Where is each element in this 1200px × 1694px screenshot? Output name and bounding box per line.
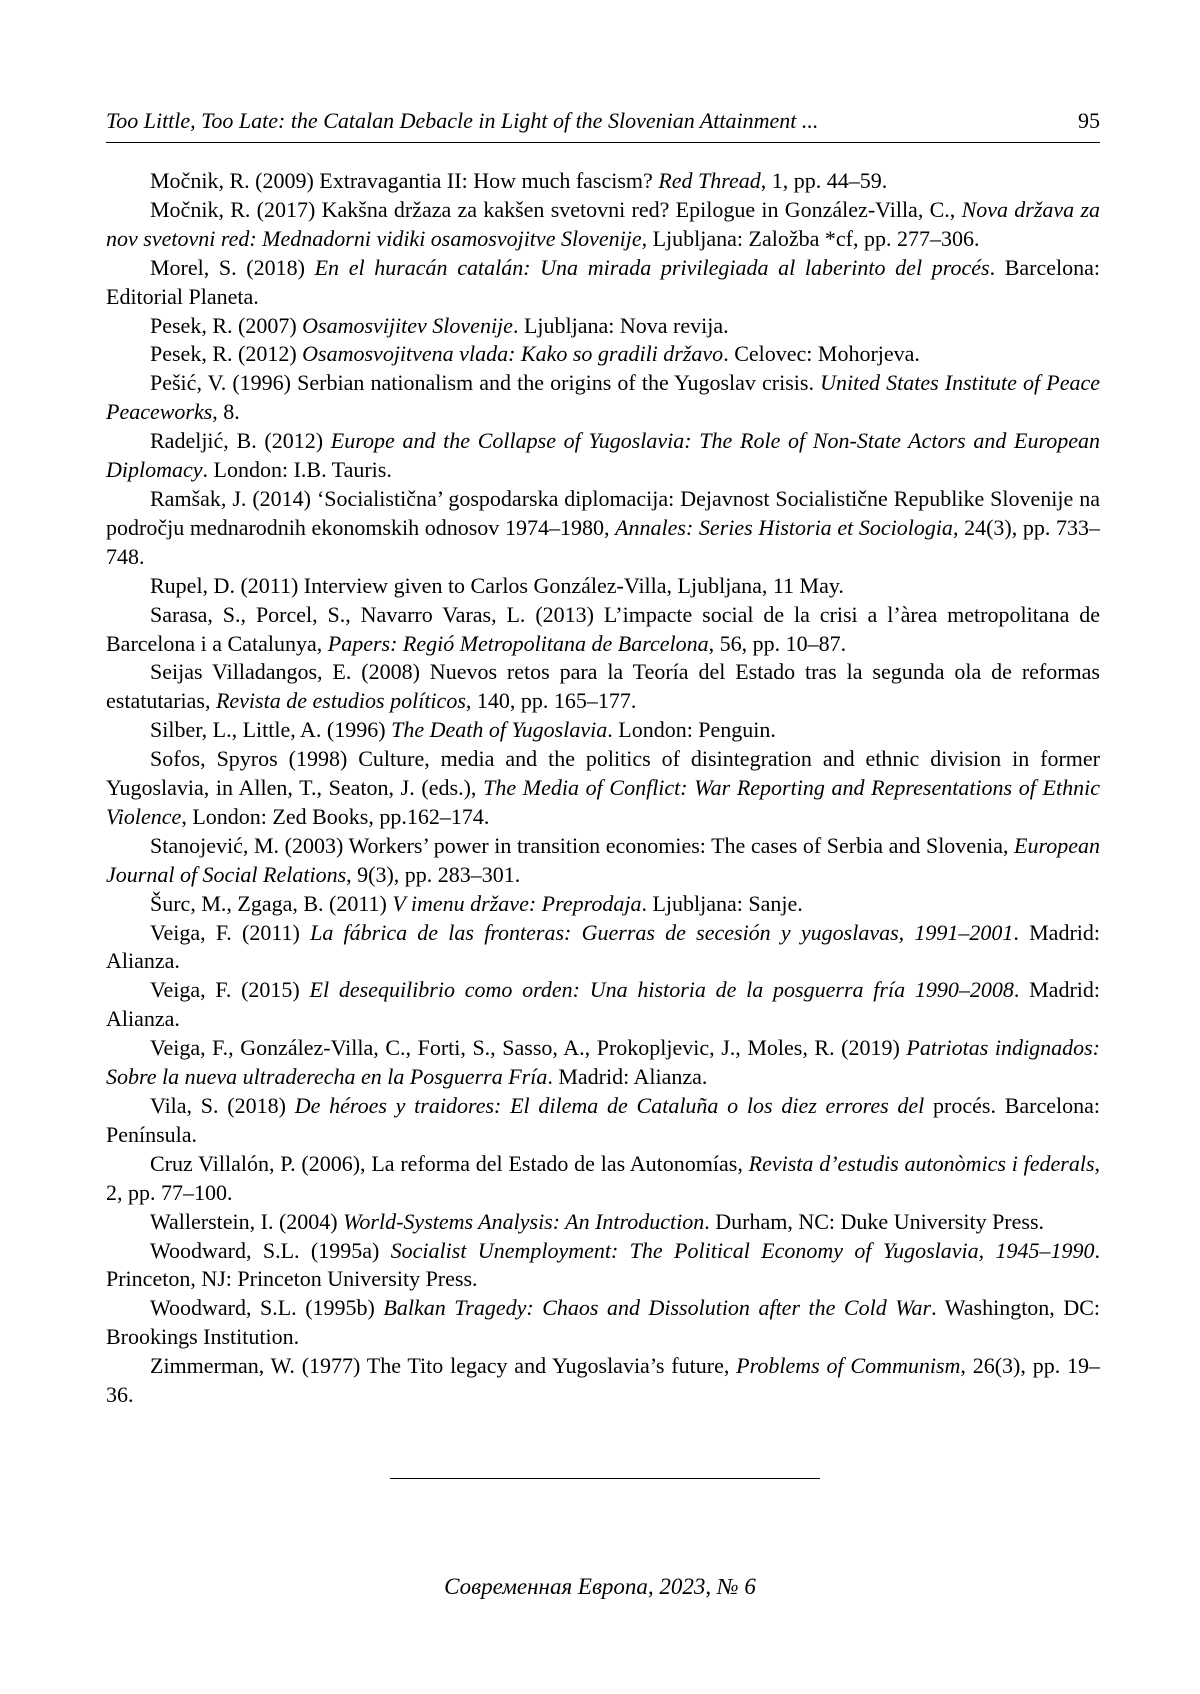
reference-text: . Madrid: Alianza. xyxy=(106,977,1100,1032)
reference-text: . Durham, NC: Duke University Press. xyxy=(704,1208,1045,1234)
reference-entry xyxy=(106,572,1100,601)
reference-entry xyxy=(106,485,1100,572)
reference-text: , 2, pp. 77–100. xyxy=(106,1150,1101,1205)
reference-entry xyxy=(106,1208,1100,1237)
reference-italic-title: Nova država za nov svetovni red: Mednadorni vidiki osamosvojitve Slovenije xyxy=(106,196,1101,251)
reference-text: Ramšak, J. (2014) ‘Socialistična’ gospodarska diplomacija: Dejavnost Socialistične Republike Slovenije na področju mednarodnih ekonomskih odnosov 1974–1980, xyxy=(106,485,1100,540)
reference-text: Stanojević, M. (2003) Workers’ power in transition economies: The cases of Serbia and Slovenia, xyxy=(150,832,1015,858)
reference-italic-title: The Death of Yugoslavia xyxy=(391,717,608,743)
reference-text: , 9(3), pp. 283–301. xyxy=(346,861,521,887)
reference-text: , 56, pp. 10–87. xyxy=(708,630,847,656)
reference-italic-title: The Media of Conflict: War Reporting and Representations of Ethnic Violence xyxy=(106,775,1100,829)
reference-entry xyxy=(106,1352,1100,1410)
reference-entry xyxy=(106,196,1100,254)
reference-text: . Ljubljana: Sanje. xyxy=(641,890,803,916)
reference-italic-title: World-Systems Analysis: An Introduction xyxy=(343,1208,705,1234)
journal-footer: Современная Европа, 2023, № 6 xyxy=(444,1574,756,1599)
reference-text: , Ljubljana: Založba *cf, pp. 277–306. xyxy=(641,225,980,251)
reference-entry xyxy=(106,254,1100,312)
reference-text: Wallerstein, I. (2004) xyxy=(150,1208,344,1234)
reference-italic-title: El desequilibrio como orden: Una historia de la posguerra fría 1990–2008 xyxy=(309,977,1014,1003)
reference-text: Zimmerman, W. (1977) The Tito legacy and Yugoslavia’s future, xyxy=(150,1353,737,1379)
reference-entry xyxy=(106,658,1100,716)
reference-italic-title: Balkan Tragedy: Chaos and Dissolution after the Cold War xyxy=(383,1295,932,1321)
reference-entry xyxy=(106,369,1100,427)
reference-text: Silber, L., Little, A. (1996) xyxy=(150,717,392,743)
reference-italic-title: De héroes y traidores: El dilema de Cataluña o los diez errores del xyxy=(294,1093,925,1118)
reference-italic-title: Socialist Unemployment: The Political Economy of Yugoslavia, 1945–1990 xyxy=(390,1237,1095,1263)
reference-entry xyxy=(106,1150,1100,1208)
reference-entry xyxy=(106,832,1100,890)
reference-text: Cruz Villalón, P. (2006), La reforma del Estado de las Autonomías, xyxy=(150,1150,749,1176)
reference-italic-title: Red Thread xyxy=(658,168,761,193)
reference-text: Pešić, V. (1996) Serbian nationalism and the origins of the Yugoslav crisis. xyxy=(150,370,821,396)
reference-text: , London: Zed Books, pp.162–174. xyxy=(181,803,490,829)
reference-text: . Madrid: Alianza. xyxy=(547,1064,708,1090)
reference-text: , 1, pp. 44–59. xyxy=(760,168,888,193)
reference-italic-title: En el huracán catalán: Una mirada privilegiada al laberinto del procés xyxy=(314,254,990,280)
reference-entry xyxy=(106,1237,1100,1295)
reference-text: Veiga, F. (2015) xyxy=(150,977,310,1003)
reference-text: . London: Penguin. xyxy=(607,717,776,743)
reference-entry xyxy=(106,745,1100,832)
reference-text: Radeljić, B. (2012) xyxy=(150,428,331,454)
reference-text: , 24(3), pp. 733–748. xyxy=(106,514,1100,569)
reference-italic-title: Revista d’estudis autonòmics i federals xyxy=(748,1150,1095,1176)
reference-italic-title: Problems of Communism xyxy=(736,1353,961,1379)
page-number: 95 xyxy=(1078,108,1100,133)
reference-text: Šurc, M., Zgaga, B. (2011) xyxy=(150,890,393,916)
reference-text: . Barcelona: Editorial Planeta. xyxy=(106,254,1100,309)
reference-text: Močnik, R. (2009) Extravagantia II: How much fascism? xyxy=(150,168,659,193)
reference-entry xyxy=(106,1294,1100,1352)
reference-text: , 26(3), pp. 19–36. xyxy=(106,1353,1101,1408)
reference-text: Močnik, R. (2017) Kakšna držaza za kakšen svetovni red? Epilogue in González-Villa, C., xyxy=(150,196,962,222)
reference-italic-title: European Journal of Social Relations xyxy=(106,832,1100,887)
reference-text: . Celovec: Mohorjeva. xyxy=(723,341,920,367)
reference-text: Rupel, D. (2011) Interview given to Carlos González-Villa, Ljubljana, 11 May. xyxy=(150,572,844,598)
reference-text: Veiga, F., González-Villa, C., Forti, S., Sasso, A., Prokopljevic, J., Moles, R. (2019) xyxy=(150,1035,907,1061)
reference-text: Morel, S. (2018) xyxy=(150,254,315,280)
reference-text: . London: I.B. Tauris. xyxy=(202,457,392,483)
running-title: Too Little, Too Late: the Catalan Debacle in Light of the Slovenian Attainment ... xyxy=(106,108,819,133)
reference-italic-title: La fábrica de las fronteras: Guerras de secesión y yugoslavas, 1991–2001 xyxy=(310,919,1014,945)
reference-text: Woodward, S.L. (1995a) xyxy=(150,1237,391,1263)
reference-italic-title: Osamosvijitev Slovenije xyxy=(302,312,513,338)
reference-italic-title: Revista de estudios políticos xyxy=(215,688,466,714)
reference-italic-title: Papers: Regió Metropolitana de Barcelona xyxy=(327,630,709,656)
reference-entry xyxy=(106,427,1100,485)
reference-list xyxy=(106,167,1100,1410)
reference-entry xyxy=(106,976,1100,1034)
reference-text: . Madrid: Alianza. xyxy=(106,919,1100,974)
reference-text: . Washington, DC: Brookings Institution. xyxy=(106,1295,1101,1350)
reference-italic-title: Patriotas indignados: Sobre la nueva ultraderecha en la Posguerra Fría xyxy=(106,1035,1100,1090)
reference-italic-title: Europe and the Collapse of Yugoslavia: The Role of Non-State Actors and European Diplomacy xyxy=(106,428,1100,483)
reference-entry xyxy=(106,1092,1100,1150)
reference-text: Sarasa, S., Porcel, S., Navarro Varas, L. (2013) L’impacte social de la crisi a l’àrea metropolitana de Barcelona i a Catalunya, xyxy=(106,601,1100,656)
reference-italic-title: Osamosvojitvena vlada: Kako so gradili državo xyxy=(302,341,724,367)
reference-entry xyxy=(106,167,1100,196)
end-separator-line xyxy=(390,1478,820,1479)
reference-text: Vila, S. (2018) xyxy=(150,1093,295,1118)
reference-entry xyxy=(106,601,1100,659)
reference-text: , 140, pp. 165–177. xyxy=(465,688,637,714)
running-header xyxy=(106,102,1100,143)
reference-text: , 8. xyxy=(212,399,240,425)
reference-italic-title: V imenu države: Preprodaja xyxy=(392,890,642,916)
reference-text: Sofos, Spyros (1998) Culture, media and the politics of disintegration and ethnic division in former Yugoslavia, in Allen, T., Seaton, J. (eds.), xyxy=(106,746,1100,801)
reference-entry xyxy=(106,890,1100,919)
reference-entry xyxy=(106,1034,1100,1092)
reference-italic-title: United States Institute of Peace Peaceworks xyxy=(106,370,1100,425)
reference-entry xyxy=(106,716,1100,745)
reference-italic-title: Annales: Series Historia et Sociologia xyxy=(615,514,953,540)
reference-text: Seijas Villadangos, E. (2008) Nuevos retos para la Teoría del Estado tras la segunda ola de reformas estatutarias, xyxy=(106,659,1100,714)
reference-text: Pesek, R. (2007) xyxy=(150,312,303,338)
reference-text: . Princeton, NJ: Princeton University Press. xyxy=(106,1237,1100,1292)
reference-text: procés. Barcelona: Península. xyxy=(106,1093,1100,1147)
reference-entry xyxy=(106,340,1100,369)
reference-entry xyxy=(106,919,1100,977)
reference-text: Woodward, S.L. (1995b) xyxy=(150,1295,384,1321)
reference-text: Pesek, R. (2012) xyxy=(150,341,303,367)
reference-text: Veiga, F. (2011) xyxy=(150,919,311,945)
reference-entry xyxy=(106,312,1100,341)
reference-text: . Ljubljana: Nova revija. xyxy=(512,312,729,338)
